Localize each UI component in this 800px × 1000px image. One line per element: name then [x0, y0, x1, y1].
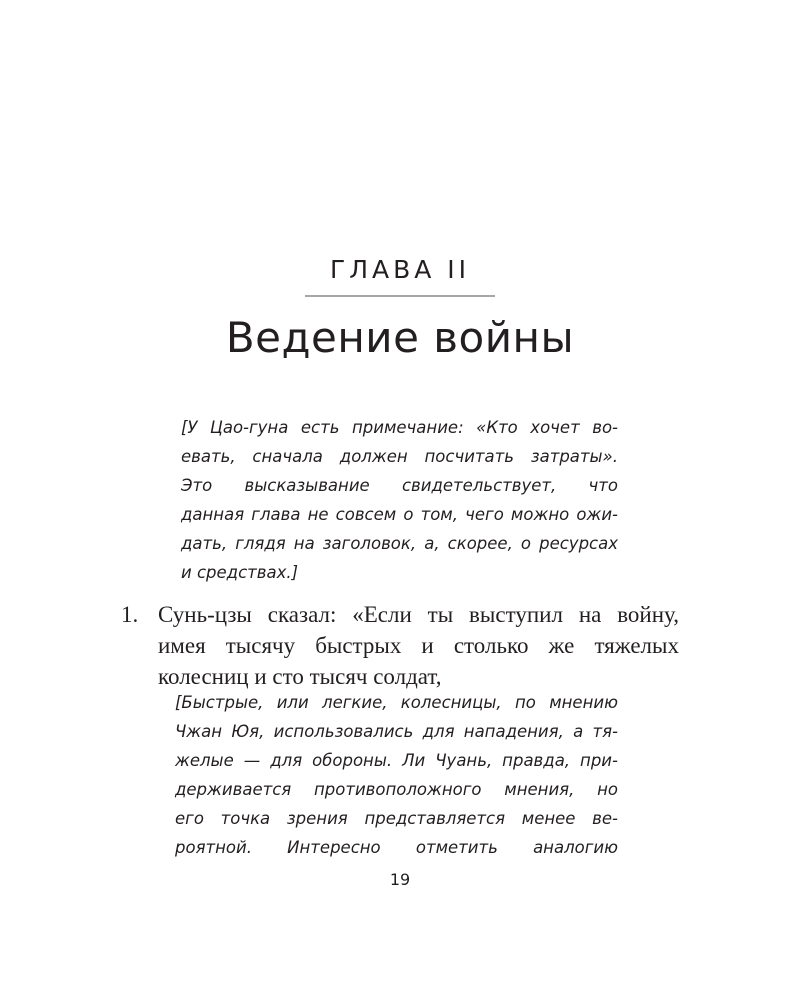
intro-note-line: дать, глядя на заголовок, а, скорее, о ресурсах: [181, 534, 618, 553]
commentary-line: [Быстрые, или легкие, колесницы, по мнению: [175, 693, 618, 712]
verse-line: Сунь-цзы сказал: «Если ты выступил на войну,: [158, 602, 679, 627]
chapter-label: ГЛАВА II: [329, 255, 471, 284]
verse-number: 1.: [121, 602, 139, 627]
commentary-line: желые — для обороны. Ли Чуань, правда, при-: [175, 751, 618, 770]
commentary-line: роятной. Интересно отметить аналогию: [175, 838, 618, 857]
intro-note: [181, 413, 618, 587]
commentary-note: [175, 688, 618, 862]
intro-note-line: евать, сначала должен посчитать затраты».: [181, 447, 618, 466]
verse-line: имея тысячу быстрых и столько же тяжелых: [158, 633, 679, 658]
intro-note-line: Это высказывание свидетельствует, что: [181, 476, 618, 495]
chapter-divider: [305, 295, 495, 297]
commentary-line: держивается противоположного мнения, но: [175, 780, 618, 799]
commentary-line: Чжан Юя, использовались для нападения, а тя-: [175, 722, 618, 741]
intro-note-line: данная глава не совсем о том, чего можно ожи-: [181, 505, 618, 524]
intro-note-line: и средствах.]: [181, 563, 299, 582]
chapter-title: Ведение войны: [225, 313, 575, 362]
verse-text: [158, 599, 679, 692]
commentary-line: его точка зрения представляется менее ве-: [175, 809, 618, 828]
intro-note-line: [У Цао-гуна есть примечание: «Кто хочет во-: [181, 418, 618, 437]
verse-line: колесниц и сто тысяч солдат,: [158, 664, 442, 689]
page-number: 19: [389, 870, 411, 889]
